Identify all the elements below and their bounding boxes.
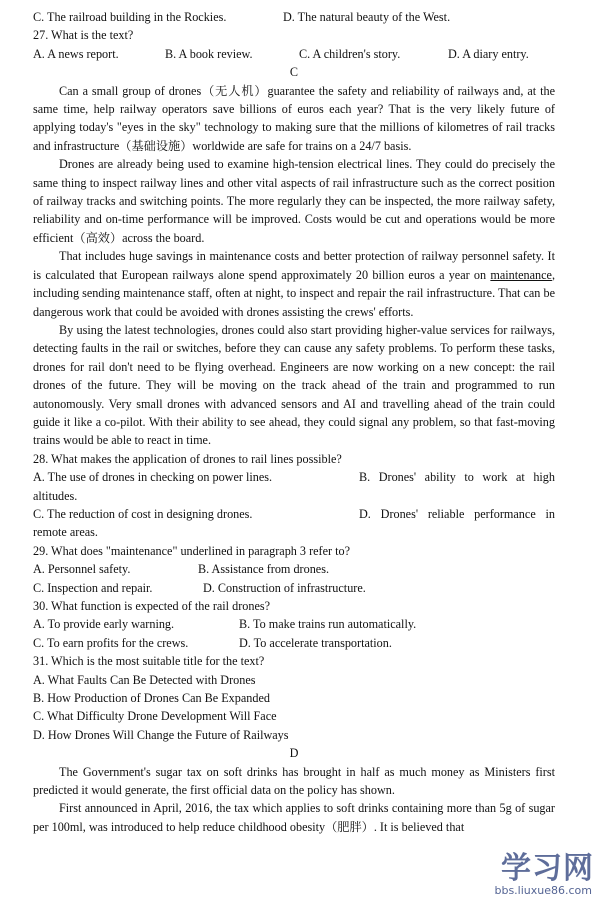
q28-question: 28. What makes the application of drones to rail lines possible? — [33, 451, 342, 466]
q31-option-b: B. How Production of Drones Can Be Expanded — [33, 691, 270, 706]
section-c-paragraph-1: Can a small group of drones（无人机）guarantee the safety and reliability of railways and, at the same time, help railway operators save billions of euros each year? That is the very likely future of applying today's "eyes in the sky" technology to making sure that the millions of kilometres of rail tracks and infrastructure（基础设施）worldwide are safe for trains on a 24/7 basis. — [33, 83, 555, 153]
q30-option-d: D. To accelerate transportation. — [239, 635, 392, 650]
q31-question: 31. Which is the most suitable title for the text? — [33, 654, 265, 669]
q26-option-d: D. The natural beauty of the West. — [283, 10, 451, 24]
section-d-label: D — [289, 746, 299, 761]
q30-option-b: B. To make trains run automatically. — [239, 617, 417, 632]
q29-option-c: C. Inspection and repair. — [33, 580, 153, 595]
q31-option-d: D. How Drones Will Change the Future of Railways — [33, 727, 289, 742]
q31-option-c: C. What Difficulty Drone Development Will Face — [33, 709, 277, 724]
section-d-paragraph-1: The Government's sugar tax on soft drinks has brought in half as much money as Ministers first predicted it would generate, the first official data on the policy has shown. — [33, 764, 555, 798]
q28-options-row-1 — [33, 468, 555, 486]
q27-question: 27. What is the text? — [33, 28, 134, 43]
q28-option-d: D. Drones' reliable performance in — [359, 506, 555, 521]
q27-options-row — [33, 45, 555, 63]
q28-option-b-cont: altitudes. — [33, 488, 78, 503]
q29-options-row-1 — [33, 560, 555, 578]
section-d-paragraph-2: First announced in April, 2016, the tax which applies to soft drinks containing more than 5g of sugar per 100ml, was introduced to help reduce childhood obesity（肥胖）. It is believed that — [33, 801, 555, 834]
q29-option-a: A. Personnel safety. — [33, 562, 131, 577]
q28-option-a: A. The use of drones in checking on power lines. — [33, 470, 273, 485]
q29-question: 29. What does "maintenance" underlined in paragraph 3 refer to? — [33, 543, 350, 558]
watermark-brand: 学习网 — [501, 851, 594, 886]
q28-option-c: C. The reduction of cost in designing drones. — [33, 506, 253, 521]
section-c-paragraph-3 — [33, 247, 555, 321]
q31-option-a: A. What Faults Can Be Detected with Drones — [33, 672, 256, 687]
q30-options-row-1 — [33, 615, 555, 633]
exam-page — [33, 8, 555, 836]
q28-options-row-2 — [33, 505, 555, 523]
q29-option-d: D. Construction of infrastructure. — [203, 580, 366, 595]
q27-option-c: C. A children's story. — [299, 46, 401, 61]
q26-options-row — [33, 8, 555, 26]
p3-underlined-word: maintenance — [490, 267, 552, 282]
q27-option-d: D. A diary entry. — [448, 46, 529, 61]
p3-text-after: , including sending maintenance staff, often at night, to inspect and repair the rail infrastructure. That can be dangerous work that could be avoided with drones assisting the crews' efforts. — [33, 267, 555, 319]
section-c-label: C — [289, 65, 299, 80]
p3-text-before: That includes huge savings in maintenance costs and better protection of railway personnel safety. It is calculated that European railways alone spend approximately 20 billion euros a year on — [33, 249, 555, 282]
q29-option-b: B. Assistance from drones. — [198, 562, 329, 577]
section-c-paragraph-4: By using the latest technologies, drones could also start providing higher-value services for railways, detecting faults in the rail or switches, before they can cause any safety problems. To perform these tasks, drones for rail don't need to be flying overhead. Engineers are now working on a new concept: the rail drones of the future. They will be moving on the track ahead of the train and programmed to run autonomously. Very small drones with advanced sensors and AI and travelling ahead of the train could guide it like a co-pilot. With their ability to see ahead, they could signal any problem, so that fast-moving trains would be able to react in time. — [33, 322, 555, 448]
q28-option-b: B. Drones' ability to work at high — [359, 470, 555, 485]
watermark-url: bbs.liuxue86.com — [494, 884, 592, 897]
q30-option-c: C. To earn profits for the crews. — [33, 635, 189, 650]
q28-option-d-cont: remote areas. — [33, 525, 98, 540]
q27-option-a: A. A news report. — [33, 46, 119, 61]
q30-options-row-2 — [33, 634, 555, 652]
q29-options-row-2 — [33, 579, 555, 597]
q30-option-a: A. To provide early warning. — [33, 617, 175, 632]
q27-option-b: B. A book review. — [165, 46, 253, 61]
site-watermark — [448, 843, 598, 899]
q26-option-c: C. The railroad building in the Rockies. — [33, 10, 227, 24]
q30-question: 30. What function is expected of the rail drones? — [33, 599, 271, 613]
section-c-paragraph-2: Drones are already being used to examine high-tension electrical lines. They could do precisely the same thing to inspect railway lines and other vital aspects of rail infrastructure such as the correct position of railway tracks and switching points. The more regularly they can be inspected, the more railway safety, reliability and on-time performance will be improved. Costs would be cut and operations would be more efficient（高效）across the board. — [33, 157, 555, 245]
